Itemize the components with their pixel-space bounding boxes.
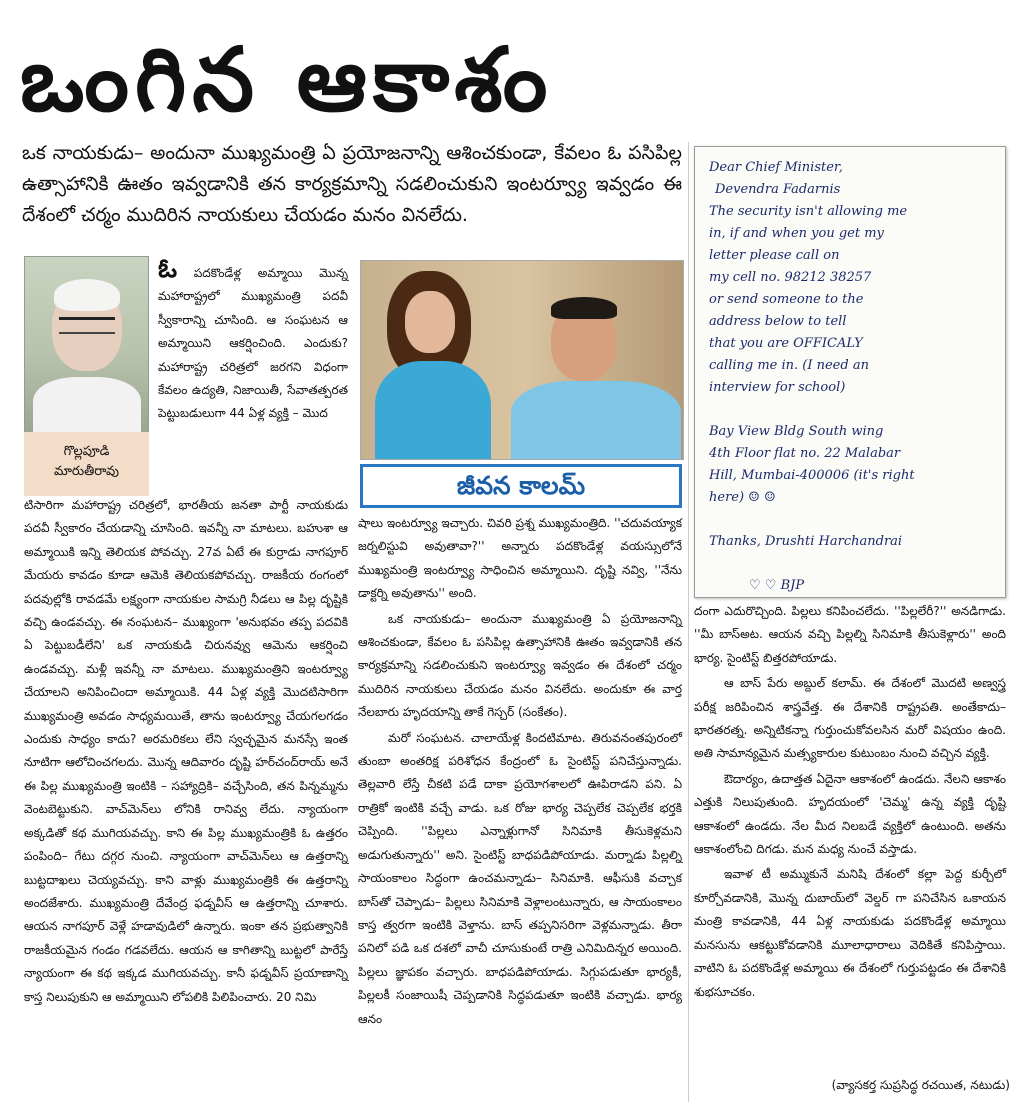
letter-line: interview for school) xyxy=(709,380,846,395)
author-last-name: మారుతీరావు xyxy=(53,464,120,479)
paragraph: ఒక నాయకుడు– అందునా ముఖ్యమంత్రి ఏ ప్రయోజనాన్ని ఆశించకుండా, కేవలం ఓ పసిపిల్ల ఉత్సాహానికి ఊతం ఇవ్వడానికి తన కార్యక్రమాన్ని సడలించుకుని ఇంటర్వ్యూ ఇవ్వడం ఈ దేశంలో చర్మం ముదిరిన నాయకులు చేయడం మనం వినలేదు. అందుకూ ఈ వార్త నేలబారు హృదయాన్ని తాకే గెస్చర్ (సంకేతం). xyxy=(358,611,682,720)
letter-line: Thanks, Drushti Harchandrai xyxy=(709,534,903,549)
column-3-body xyxy=(694,600,1006,1006)
paragraph: ఇవాళ టీ అమ్ముకునే మనిషి దేశంలో కల్లా పెద్ద కుర్చీలో కూర్చోవడానికి, మొన్న దుబాయ్‌లో వెల్డర్ గా పనిచేసిన ఒకాయన మంత్రి కావడానికి, 44 ఏళ్ల నాయకుడు పదకొండేళ్ల అమ్మాయి మనసును ఆకట్టుకోవడానికి మూలాధారాలు వెదికితే కనిపిస్తాయి. వాటిని ఓ పదకొండేళ్ల అమ్మాయి ఈ దేశంలో గుర్తుపట్టడం ఈ దేశానికి శుభసూచకం. xyxy=(694,867,1006,999)
letter-line: ♡ ♡ BJP xyxy=(749,578,805,593)
letter-line: address below to tell xyxy=(709,314,847,329)
paragraph: షాలు ఇంటర్వ్యూ ఇచ్చారు. చివరి ప్రశ్న ముఖ్యమంత్రిది. ''చదువయ్యాక జర్నలిస్టువి అవుతావా?'' అన్నారు పదకొండేళ్ల వయస్సులోనే ముఖ్యమంత్రి ఇంటర్వ్యూ సాధించిన అమ్మాయిని. దృష్టి నవ్వి, ''నేను డాక్టర్ని అవుతాను'' అంది. xyxy=(358,516,682,601)
paragraph: మరో సంఘటన. చాలాయేళ్ల కిందటిమాట. తిరువనంతపురంలో తుంబా అంతరిక్ష పరిశోధన కేంద్రంలో ఓ సైంటిస్ట్ పనిచేస్తున్నాడు. తెల్లవారి లేస్తే చీకటి పడే దాకా ప్రయోగశాలలో ఊపిరాడని పని. ఏ రాత్రికో ఇంటికి వచ్చే వాడు. ఒక రోజు భార్య చెప్పలేక చెప్పలేక భర్తకి చెప్పింది. ''పిల్లలు ఎన్నాళ్లుగానో సినిమాకి తీసుకెళ్లమని అడుగుతున్నారు'' అని. సైంటిస్ట్ బాధపడిపోయాడు. మర్నాడు పిల్లల్ని సాయంకాలం సిద్ధంగా ఉంచమన్నాడు– సినిమాకి. ఆఫీసుకి వచ్చాక బాస్‌తో చెప్పాడు– పిల్లలు సినిమాకి వెళ్లాలంటున్నారు, ఆ సాయంకాలం కాస్త త్వరగా ఇంటికి వెళ్తాను. బాస్ తప్పనిసరిగా వెళ్లమన్నాడు. తీరా పనిలో పడి ఒక దశలో వాచీ చూసుకుంటే రాత్రి ఎనిమిదిన్నర అయింది. పిల్లలు జ్ఞాపకం వచ్చారు. బాధపడిపోయాడు. సిగ్గుపడుతూ భార్యకీ, పిల్లలకీ సంజాయిషీ చెప్పడానికి సిద్ధపడుతూ ఇంటికి వచ్చాడు. భార్య ఆనం xyxy=(358,730,682,1026)
column-1-top xyxy=(158,254,348,426)
letter-line: 4th Floor flat no. 22 Malabar xyxy=(709,446,901,461)
letter-line: in, if and when you get my xyxy=(709,226,884,241)
column-1-top-text: పదకొండేళ్ల అమ్మాయి మొన్న మహారాష్ట్రలో ముఖ్యమంత్రి పదవీ స్వీకారాన్ని చూసింది. ఆ సంఘటన ఆ అమ్మాయిని ఆకర్షించింది. ఎందుకు? మహారాష్ట్ర చరిత్రలో జరగని విధంగా కేవలం ఉద్యతి, నిజాయితీ, సేవాతత్పరత పెట్టుబడులుగా 44 ఏళ్ల వ్యక్తి – మొద xyxy=(158,266,348,421)
author-byline: (వ్యాసకర్త సుప్రసిద్ధ రచయిత, నటుడు) xyxy=(831,1078,1010,1092)
column-1-body: టిసారిగా మహారాష్ట్ర చరిత్రలో, భారతీయ జనతా పార్టీ నాయకుడు పదవీ స్వీకారం చేయడాన్ని చూసింది. ఇవన్నీ నా మాటలు. బహుశా ఆ అమ్మాయికి ఇన్ని తెలియక పోవచ్చు. 27వ ఏటే ఈ కుర్రాడు నాగపూర్ మేయరు కావడం కూడా ఆమెకి తెలియకపోవచ్చు. రాజకీయ రంగంలో పదవుల్లోకి రావడమే లక్ష్యంగా నాయకుల సామగ్రి నీడలు ఆ పిల్ల దృష్టికి వచ్చి ఉండవచ్చు. ఈ నంఘటన– ముఖ్యంగా 'అనుభవం తప్ప పదవికి ఏ పెట్టుబడీలేని' ఒక నాయకుడి చిరునవ్వు ఆమెను ఆకర్షించి ఉండవచ్చు. మళ్లీ ఇవన్నీ నా మాటలు. ముఖ్యమంత్రిని ఇంటర్వ్యూ చేయాలని అనిపించిందా అమ్మాయికి. 44 ఏళ్ల వ్యక్తి మొదటిసారిగా ముఖ్యమంత్రి అవడం సాధ్యమయితే, తాను ఇంటర్వ్యూ చేయగలగడం ఎందుకు సాధ్యం కాదు? అరమరికలు లేని స్వచ్ఛమైన మనస్సే ఇంత నూటిగా ఆలోచించగలదు. మొన్న ఆదివారం దృష్టి హర్‌చంద్‌రాయ్ అనే ఈ పిల్ల ముఖ్యమంత్రి ఇంటికి – సహ్యాద్రికి– వచ్చేసింది, తన పిన్నమ్మను వెంటబెట్టుకుని. వాచ్‌మెన్‌లు లోనికి రానివ్వ లేదు. న్యాయంగా అక్కడితో కథ ముగియవచ్చు. కాని ఈ పిల్ల ముఖ్యమంత్రికి ఓ ఉత్తరం పంపింది– గేటు దగ్గర నుంచి. న్యాయంగా వాచ్‌మెన్‌లు ఆ ఉత్తరాన్ని బుట్టదాఖలు చెయ్యవచ్చు. కాని వాళ్లు ముఖ్యమంత్రికి ఈ ఉత్తరాన్ని అందజేశారు. ముఖ్యమంత్రి దేవేంద్ర ఫడ్నవీస్ ఆ ఉత్తరాన్ని చూశారు. ఆయన నాగపూర్ వెళ్లే హడావుడిలో ఉన్నారు. ఇంకా తన ప్రభుత్వానికి రాజకీయమైన గండం గడవలేదు. ఆయన ఆ కాగితాన్ని బుట్టలో పారేస్తే న్యాయంగా ఈ కథ ఇక్కడ ముగియవచ్చు. కానీ ఫడ్నవీస్ ప్రయాణాన్ని కాస్త నిలుపుకుని ఆ అమ్మాయిని లోపలికి పిలిపించారు. 20 నిమి xyxy=(24,498,348,1004)
letter-line: Bay View Bldg South wing xyxy=(709,424,884,439)
column-2-body xyxy=(358,512,682,1033)
column-divider xyxy=(688,142,689,1102)
letter-line xyxy=(709,553,991,575)
handwritten-letter-image xyxy=(694,146,1006,598)
letter-line: letter please call on xyxy=(709,248,840,263)
letter-line: The security isn't allowing me xyxy=(709,204,908,219)
intro-paragraph: ఒక నాయకుడు– అందునా ముఖ్యమంత్రి ఏ ప్రయోజనాన్ని ఆశించకుండా, కేవలం ఓ పసిపిల్ల ఉత్సాహానికి ఊతం ఇవ్వడానికి తన కార్యక్రమాన్ని సడలించుకుని ఇంటర్వ్యూ ఇవ్వడం ఈ దేశంలో చర్మం ముదిరిన నాయకులు చేయడం మనం వినలేదు. xyxy=(22,142,682,226)
paragraph: ఔదార్యం, ఉదాత్తత ఏదైనా ఆకాశంలో ఉండదు. నేలని ఆకాశం ఎత్తుకి నిలుపుతుంది. హృదయంలో 'చెమ్మ' ఉన్న వ్యక్తి దృష్టి ఆకాశంలో ఉండదు. నేల మీద నిలబడే వ్యక్తిలో ఉంటుంది. అతను ఆకాశంలోంచి దిగడు. మన మధ్య నుంచే వస్తాడు. xyxy=(694,771,1006,857)
author-first-name: గొల్లపూడి xyxy=(63,444,110,459)
author-caption xyxy=(24,432,149,496)
column-title: జీవన కాలమ్ xyxy=(363,467,679,505)
paragraph: ఆ బాస్ పేరు అబ్దుల్ కలామ్. ఈ దేశంలో మొదటి అణ్వస్త్ర పరీక్ష జరిపించిన శాస్త్రవేత్త. ఈ దేశానికి రాష్ట్రపతి. అంతేకాదు– భారతరత్న. అన్నిటికన్నా గుర్తుంచుకోవలసిన మరో విషయం ఉంది. అతి సామాన్యమైన మత్స్యకారుల కుటుంబం నుంచి వచ్చిన వ్యక్తి. xyxy=(694,676,1006,761)
letter-line xyxy=(709,597,991,598)
letter-line: Dear Chief Minister, xyxy=(709,160,843,175)
cm-with-girl-photo xyxy=(360,260,684,460)
letter-line xyxy=(709,399,991,421)
column-title-banner xyxy=(360,464,682,508)
letter-line: my cell no. 98212 38257 xyxy=(709,270,872,285)
letter-line: that you are OFFICALY xyxy=(709,336,863,351)
letter-line: calling me in. (I need an xyxy=(709,358,869,373)
letter-line: Hill, Mumbai-400006 (it's right xyxy=(709,468,915,483)
drop-cap: ఓ xyxy=(158,254,178,284)
headline: ఒంగిన ఆకాశం xyxy=(20,28,554,131)
author-photo xyxy=(24,256,149,433)
letter-line xyxy=(709,509,991,531)
paragraph: దంగా ఎదురొచ్చింది. పిల్లలు కనిపించలేదు. ''పిల్లలేరీ?'' అనడిగాడు. ''మీ బాస్‌అట. ఆయన వచ్చి పిల్లల్ని సినిమాకి తీసుకెళ్లారు'' అంది భార్య. సైంటిస్ట్ బిత్తరపోయాడు. xyxy=(694,604,1006,665)
letter-line: or send someone to the xyxy=(709,292,864,307)
letter-line: Devendra Fadarnis xyxy=(715,182,841,197)
letter-line: here) ☺ ☺ xyxy=(709,490,776,505)
